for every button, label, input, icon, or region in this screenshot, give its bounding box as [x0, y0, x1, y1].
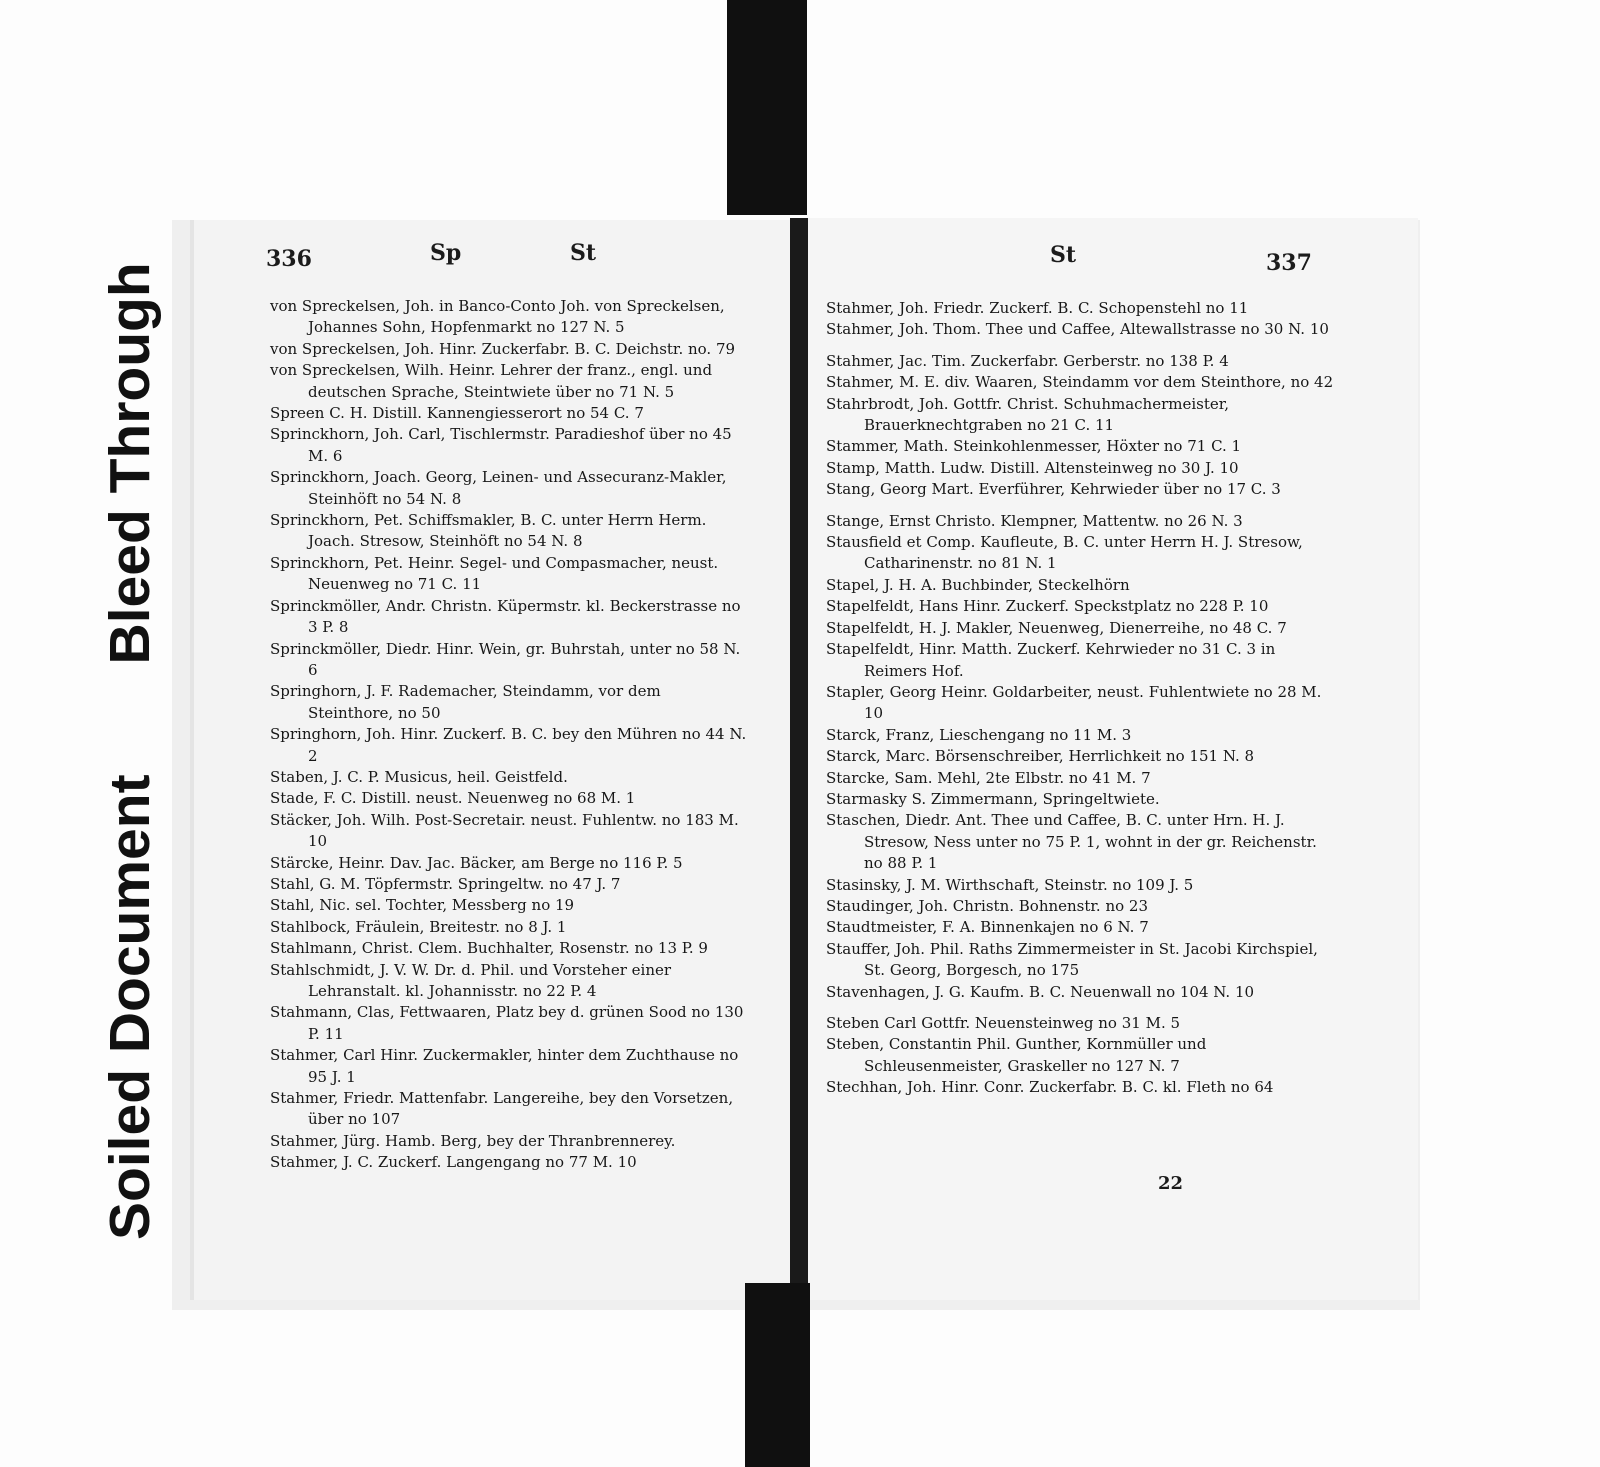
left-page-number: 336 — [266, 246, 312, 272]
directory-entry: Stammer, Math. Steinkohlenmesser, Höxter no 71 C. 1 — [826, 437, 1242, 456]
directory-entry: Starmasky S. Zimmermann, Springeltwiete. — [826, 789, 1160, 808]
left-entry-list — [270, 296, 750, 1174]
directory-entry: Stang, Georg Mart. Everführer, Kehrwieder über no 17 C. 3 — [826, 480, 1281, 499]
directory-entry: Springhorn, Joh. Hinr. Zuckerf. B. C. bey den Mühren no 44 N. 2 — [270, 725, 747, 765]
directory-entry: Sprinckmöller, Diedr. Hinr. Wein, gr. Buhrstah, unter no 58 N. 6 — [270, 639, 741, 679]
left-page — [190, 220, 794, 1300]
directory-entry: Sprinckhorn, Pet. Heinr. Segel- und Compasmacher, neust. Neuenweg no 71 C. 11 — [270, 553, 719, 594]
directory-entry: Sprinckhorn, Joach. Georg, Leinen- und Assecuranz-Makler, Steinhöft no 54 N. 8 — [270, 468, 727, 508]
directory-entry: Stausfield et Comp. Kaufleute, B. C. unter Herrn H. J. Stresow, Catharinenstr. no 81 N. 1 — [826, 533, 1303, 573]
directory-entry: Stamp, Matth. Ludw. Distill. Altensteinweg no 30 J. 10 — [826, 458, 1239, 477]
right-page — [808, 218, 1418, 1300]
directory-entry: Stärcke, Heinr. Dav. Jac. Bäcker, am Berge no 116 P. 5 — [270, 853, 683, 872]
directory-entry: Stapel, J. H. A. Buchbinder, Steckelhörn — [826, 575, 1130, 594]
directory-entry: Staudinger, Joh. Christn. Bohnenstr. no 23 — [826, 896, 1149, 915]
signature-mark: 22 — [1158, 1173, 1184, 1194]
directory-entry: Stange, Ernst Christo. Klempner, Mattentw. no 26 N. 3 — [826, 511, 1243, 530]
directory-entry: Stapler, Georg Heinr. Goldarbeiter, neust. Fuhlentwiete no 28 M. 10 — [826, 682, 1322, 723]
binding-spine-top — [727, 0, 807, 215]
directory-entry: Stahlschmidt, J. V. W. Dr. d. Phil. und Vorsteher einer Lehranstalt. kl. Johannisstr. no 22 P. 4 — [270, 960, 672, 1000]
directory-entry: Stahlbock, Fräulein, Breitestr. no 8 J. 1 — [270, 917, 567, 936]
directory-entry: Stavenhagen, J. G. Kaufm. B. C. Neuenwall no 104 N. 10 — [826, 982, 1255, 1001]
directory-entry: von Spreckelsen, Joh. Hinr. Zuckerfabr. B. C. Deichstr. no. 79 — [270, 339, 736, 358]
directory-entry: Springhorn, J. F. Rademacher, Steindamm, vor dem Steinthore, no 50 — [270, 682, 661, 722]
right-running-head-st: St — [1050, 242, 1077, 268]
right-page-number: 337 — [1266, 250, 1312, 276]
directory-entry: Sprinckhorn, Pet. Schiffsmakler, B. C. unter Herrn Herm. Joach. Stresow, Steinhöft no 54 N. 8 — [270, 511, 707, 551]
directory-entry: Starck, Marc. Börsenschreiber, Herrlichkeit no 151 N. 8 — [826, 747, 1255, 766]
directory-entry: von Spreckelsen, Joh. in Banco-Conto Joh. von Spreckelsen, Johannes Sohn, Hopfenmarkt no 127 N. 5 — [270, 297, 725, 337]
directory-entry: Stapelfeldt, Hans Hinr. Zuckerf. Speckstplatz no 228 P. 10 — [826, 597, 1269, 616]
directory-entry: Stahmer, M. E. div. Waaren, Steindamm vor dem Steinthore, no 42 — [826, 373, 1334, 392]
directory-entry: Stahl, G. M. Töpfermstr. Springeltw. no 47 J. 7 — [270, 874, 621, 893]
directory-entry: Sprinckmöller, Andr. Christn. Küpermstr. kl. Beckerstrasse no 3 P. 8 — [270, 596, 741, 637]
page-gutter — [790, 218, 808, 1290]
left-running-head-st: St — [570, 240, 597, 266]
soiled-document-label: Soiled Document — [98, 774, 162, 1240]
directory-entry: Stahmer, Carl Hinr. Zuckermakler, hinter dem Zuchthause no 95 J. 1 — [270, 1046, 739, 1086]
binding-spine-bottom — [745, 1283, 810, 1467]
directory-entry: Stapelfeldt, H. J. Makler, Neuenweg, Dienerreihe, no 48 C. 7 — [826, 618, 1287, 637]
directory-entry: Stahmann, Clas, Fettwaaren, Platz bey d. grünen Sood no 130 P. 11 — [270, 1003, 744, 1043]
directory-entry: Spreen C. H. Distill. Kannengiesserort no 54 C. 7 — [270, 404, 644, 423]
directory-entry: von Spreckelsen, Wilh. Heinr. Lehrer der franz., engl. und deutschen Sprache, Steintwiete über no 71 N. 5 — [270, 361, 713, 401]
directory-entry: Stapelfeldt, Hinr. Matth. Zuckerf. Kehrwieder no 31 C. 3 in Reimers Hof. — [826, 640, 1276, 680]
bleed-through-label: Bleed Through — [98, 262, 162, 665]
document-label — [100, 260, 160, 1240]
directory-entry: Stasinsky, J. M. Wirthschaft, Steinstr. no 109 J. 5 — [826, 875, 1194, 894]
directory-entry: Steben, Constantin Phil. Gunther, Kornmüller und Schleusenmeister, Graskeller no 127 N. 7 — [826, 1035, 1207, 1075]
directory-entry: Stahmer, Joh. Thom. Thee und Caffee, Altewallstrasse no 30 N. 10 — [826, 320, 1329, 339]
directory-entry: Staschen, Diedr. Ant. Thee und Caffee, B. C. unter Hrn. H. J. Stresow, Ness unter no 75 P. 1, wohnt in der gr. Reichenstr. no 88 P. 1 — [826, 811, 1317, 873]
directory-entry: Stahmer, Joh. Friedr. Zuckerf. B. C. Schopenstehl no 11 — [826, 299, 1249, 317]
directory-entry: Staudtmeister, F. A. Binnenkajen no 6 N. 7 — [826, 918, 1149, 937]
directory-entry: Stäcker, Joh. Wilh. Post-Secretair. neust. Fuhlentw. no 183 M. 10 — [270, 810, 739, 851]
directory-entry: Stade, F. C. Distill. neust. Neuenweg no 68 M. 1 — [270, 789, 636, 808]
directory-entry: Stahl, Nic. sel. Tochter, Messberg no 19 — [270, 896, 575, 915]
right-entry-list — [826, 298, 1336, 1099]
directory-entry: Stahmer, J. C. Zuckerf. Langengang no 77 M. 10 — [270, 1153, 637, 1172]
left-running-head-sp: Sp — [430, 240, 462, 266]
directory-entry: Starcke, Sam. Mehl, 2te Elbstr. no 41 M. 7 — [826, 768, 1151, 787]
directory-entry: Stahmer, Friedr. Mattenfabr. Langereihe, bey den Vorsetzen, über no 107 — [270, 1089, 734, 1129]
directory-entry: Staben, J. C. P. Musicus, heil. Geistfeld. — [270, 767, 568, 786]
directory-entry: Sprinckhorn, Joh. Carl, Tischlermstr. Paradieshof über no 45 M. 6 — [270, 425, 732, 465]
directory-entry: Stahmer, Jac. Tim. Zuckerfabr. Gerberstr. no 138 P. 4 — [826, 351, 1229, 370]
directory-entry: Stauffer, Joh. Phil. Raths Zimmermeister in St. Jacobi Kirchspiel, St. Georg, Borgesch, no 175 — [826, 939, 1318, 980]
directory-entry: Stahrbrodt, Joh. Gottfr. Christ. Schuhmachermeister, Brauerknechtgraben no 21 C. 11 — [826, 394, 1230, 435]
directory-entry: Stahmer, Jürg. Hamb. Berg, bey der Thranbrennerey. — [270, 1131, 676, 1150]
directory-entry: Stahlmann, Christ. Clem. Buchhalter, Rosenstr. no 13 P. 9 — [270, 939, 708, 958]
directory-entry: Starck, Franz, Lieschengang no 11 M. 3 — [826, 725, 1132, 744]
directory-entry: Stechhan, Joh. Hinr. Conr. Zuckerfabr. B. C. kl. Fleth no 64 — [826, 1078, 1274, 1097]
directory-entry: Steben Carl Gottfr. Neuensteinweg no 31 M. 5 — [826, 1014, 1181, 1032]
